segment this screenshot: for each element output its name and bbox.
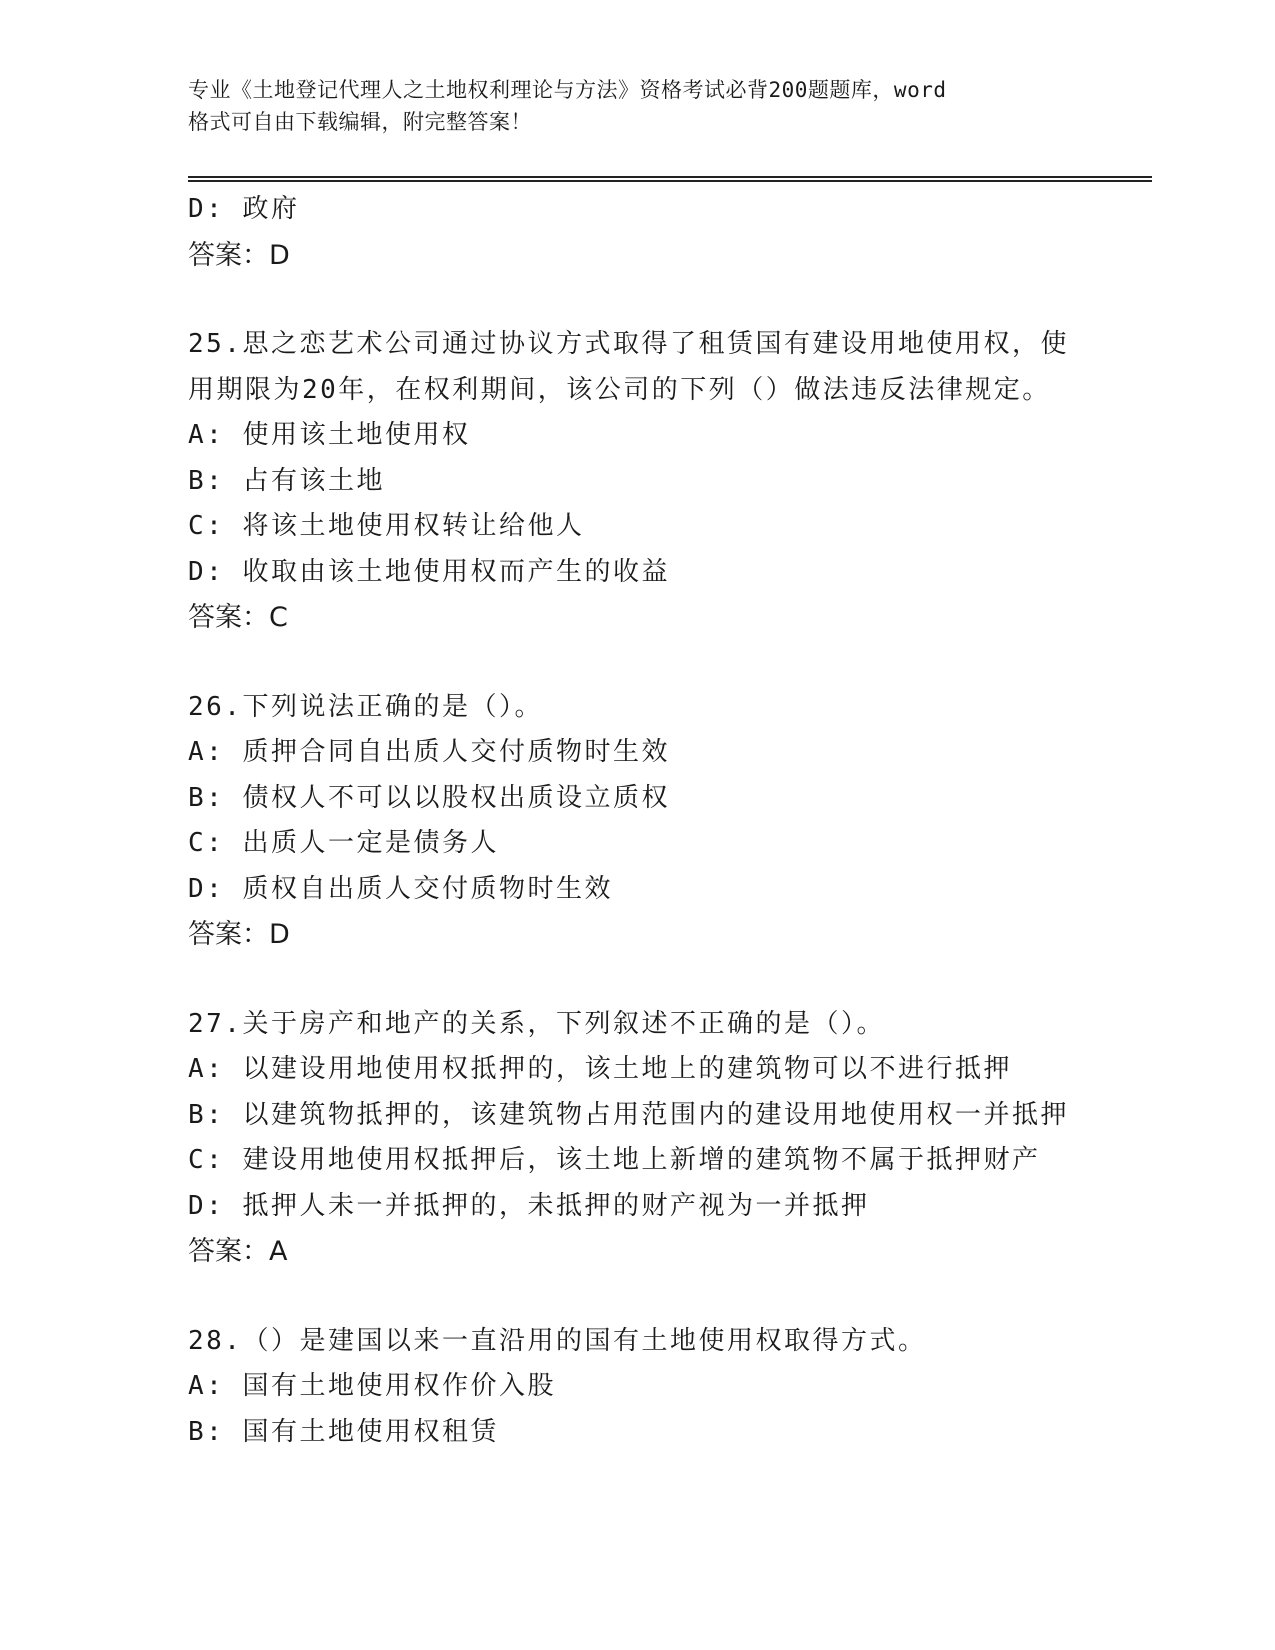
option-d: D: 质权自出质人交付质物时生效 — [188, 873, 613, 904]
answer-line: 答案：A — [188, 1236, 288, 1267]
question-stem: 25.思之恋艺术公司通过协议方式取得了租赁国有建设用地使用权，使 — [188, 329, 1069, 359]
question-gap — [188, 1275, 1118, 1319]
header-line-2: 格式可自由下载编辑，附完整答案！ — [188, 110, 532, 134]
question-stem: 28.（）是建国以来一直沿用的国有土地使用权取得方式。 — [188, 1325, 927, 1356]
question-26 — [188, 685, 1118, 958]
question-25 — [188, 322, 1118, 641]
option-b: B: 债权人不可以以股权出质设立质权 — [188, 782, 670, 813]
option-d: D: 收取由该土地使用权而产生的收益 — [188, 556, 670, 587]
option-d: D: 抵押人未一并抵押的，未抵押的财产视为一并抵押 — [188, 1190, 870, 1221]
answer-line: 答案：D — [188, 919, 290, 950]
option-c: C: 出质人一定是债务人 — [188, 828, 499, 858]
page-header — [188, 74, 1088, 138]
option-a: A: 使用该土地使用权 — [188, 420, 471, 450]
option-c: C: 将该土地使用权转让给他人 — [188, 511, 585, 541]
option-a: A: 以建设用地使用权抵押的，该土地上的建筑物可以不进行抵押 — [188, 1054, 1012, 1084]
question-stem: 27.关于房产和地产的关系，下列叙述不正确的是（）。 — [188, 1008, 885, 1039]
question-28 — [188, 1319, 1118, 1456]
question-gap — [188, 278, 1118, 322]
option-b: B: 国有土地使用权租赁 — [188, 1416, 499, 1447]
option-a: A: 质押合同自出质人交付质物时生效 — [188, 737, 670, 767]
answer-line: 答案：D — [188, 239, 290, 271]
question-stem: 26.下列说法正确的是（）。 — [188, 691, 543, 722]
header-divider — [188, 176, 1152, 182]
question-gap — [188, 641, 1118, 685]
question-gap — [188, 958, 1118, 1002]
question-content — [188, 187, 1118, 1455]
question-stem-continued: 用期限为20年，在权利期间，该公司的下列（）做法违反法律规定。 — [188, 374, 1051, 405]
option-c: C: 建设用地使用权抵押后，该土地上新增的建筑物不属于抵押财产 — [188, 1145, 1041, 1175]
option-b: B: 占有该土地 — [188, 465, 385, 496]
option-b: B: 以建筑物抵押的，该建筑物占用范围内的建设用地使用权一并抵押 — [188, 1099, 1069, 1130]
answer-line: 答案：C — [188, 602, 288, 633]
option-d: D: 政府 — [188, 194, 300, 224]
option-a: A: 国有土地使用权作价入股 — [188, 1371, 556, 1401]
question-27 — [188, 1002, 1118, 1275]
header-line-1: 专业《土地登记代理人之土地权利理论与方法》资格考试必背200题题库，word — [188, 78, 947, 102]
